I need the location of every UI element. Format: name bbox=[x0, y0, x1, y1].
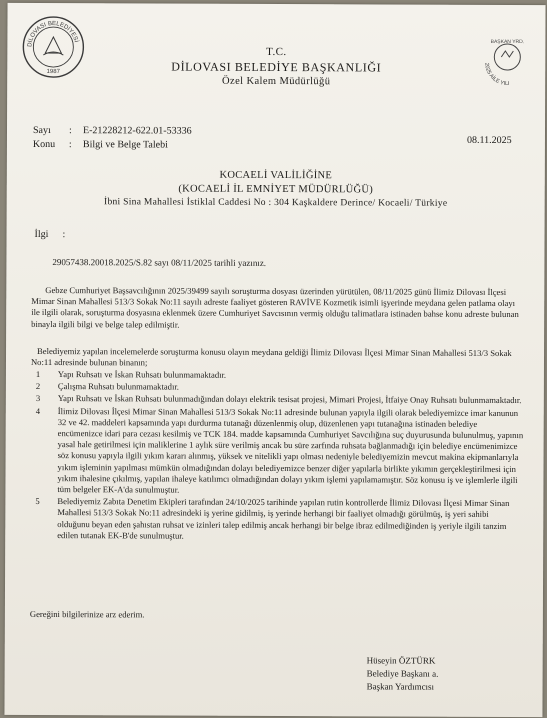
list-item: 2 Çalışma Ruhsatı bulunmamaktadır. bbox=[35, 381, 179, 392]
list-item: 3 Yapı Ruhsatı ve İskan Ruhsatı bulunmadığından dolayı elektrik tesisat projesi, Mimari Projesi, İtfaiye Onay Ruhsatı bulunmamaktadır. bbox=[35, 393, 522, 406]
signatory-title-2: Başkan Yardımcısı bbox=[366, 681, 435, 692]
konu-separator: : bbox=[68, 139, 72, 151]
sayi-value: E-21228212-622.01-53336 bbox=[82, 125, 192, 137]
list-item-text: İlimiz Dilovası İlçesi Mimar Sinan Mahallesi 513/3 Sokak No:11 adresinde bulunan yapıyla ilgili olarak belediyemizce imar kanunun 32 ve 42. maddeleri kapsamında yapı durdurma tutanağı düzenlenmiş olup, düzenlenen yapı tutanağına istinaden belediye encümenizce idari para cezası kesilmiş ve TCK 184. madde kapsamında Cumhuriyet Savcılığına suç duyurusunda bulunulmuş, yapının yasal hale getirilmesi için maliklerine 1 aylık süre verilmiş ancak bu süre zarfında ruhsata bağlanmadığı için belediye encümenimizce söz konusu yapıyla ilgili yıkım kararı alınmış, yüksek ve nitelikli yapı olması nedeniyle belediyemizin mevcut makina ekipmanlarıyla yıkım işleminin yapılması mümkün olmadığından dolayı belediyemizce benzer diğer yapılarla birlikte yıkımın gerçekleştirilmesi için yıkım ihalesine çıkılmış, yapılan ihaleye katılımcı olmadığından dolayı yıkım işlemi yapılamamıştır. Söz konusu iş ve işlemlerle ilgili tüm belgeler EK-A'da sunulmuştur. bbox=[57, 405, 524, 495]
list-item: 4 İlimiz Dilovası İlçesi Mimar Sinan Mahallesi 513/3 Sokak No:11 adresinde bulunan yapıyla ilgili olarak belediyemizce imar kanunun 32 ve 42. maddeleri kapsamında yapı durdurma tutanağı düzenlenmiş olup, düzenlenen yapı tutanağına istinaden belediye encümenizce idari para cezası kesilmiş ve TCK 184. madde kapsamında Cumhuriyet Savcılığına suç duyurusunda bulunulmuş, yapının yasal hale getirilmesi için maliklerine 1 aylık süre verilmiş ancak bu süre zarfında ruhsata bağlanmadığı için belediye encümenimizce söz konusu yapıyla ilgili yıkım kararı alınmış, yüksek ve nitelikli yapı olması nedeniyle belediyemizin mevcut makina ekipmanlarıyla yıkım işleminin yapılması mümkün olmadığından dolayı belediyemizce benzer diğer yapılarla birlikte yıkımın gerçekleştirilmesi için yıkım ihalesine çıkılmış, yapılan ihaleye katılımcı olmadığından dolayı yıkım işlemi yapılamamıştır. Söz konusu iş ve işlemlerle ilgili tüm belgeler EK-A'da sunulmuştur. bbox=[35, 405, 524, 495]
list-item-text: Yapı Ruhsatı ve İskan Ruhsatı bulunmadığından dolayı elektrik tesisat projesi, Mimari Projesi, İtfaiye Onay Ruhsatı bulunmamaktadır. bbox=[57, 393, 522, 406]
document-date: 08.11.2025 bbox=[466, 134, 512, 147]
list-item-text: Yapı Ruhsatı ve İskan Ruhsatı bulunmamaktadır. bbox=[57, 369, 227, 380]
seal-right-caption: 2025 AİLE YILI bbox=[483, 62, 510, 88]
konu-value: Bilgi ve Belge Talebi bbox=[82, 139, 168, 151]
signatory-name: Hüseyin ÖZTÜRK bbox=[366, 655, 436, 666]
seal-right-text: BAŞKAN YRD. bbox=[490, 38, 525, 46]
body-paragraph-1: Gebze Cumhuriyet Başsavcılığının 2025/39499 sayılı soruşturma dosyası üzerinden yürütülen, 08/11/2025 günü İlimiz Dilovası İlçesi Mimar Sinan Mahallesi 513/3 Sokak No:11 sayılı adreste faaliyet gösteren RAVİVE Kozmetik isimli işyerinde meydana gelen patlama olayı ile ilgili olarak, soruşturma dosyasına eklenmek üzere Cumhuriyet Savcısının vermiş olduğu talimatlara istinaden bahse konu adreste bulunan binayla ilgili bilgi ve belge talep edilmiştir. bbox=[31, 284, 519, 330]
addressee-line2: (KOCAELİ İL EMNİYET MÜDÜRLÜĞÜ) bbox=[178, 183, 374, 196]
sayi-label: Sayı bbox=[32, 124, 51, 137]
addressee-address: İbni Sina Mahallesi İstiklal Caddesi No : 304 Kaşkaldere Derince/ Kocaeli/ Türkiye bbox=[103, 197, 448, 209]
ilgi-label: İlgi bbox=[34, 228, 49, 241]
sayi-separator: : bbox=[68, 125, 72, 137]
header-department: Özel Kalem Müdürlüğü bbox=[222, 75, 331, 88]
header-institution: DİLOVASI BELEDİYE BAŞKANLIĞI bbox=[171, 59, 382, 75]
closing-line: Gereğini bilgilerinize arz ederim. bbox=[29, 608, 145, 620]
body-paragraph-2: Belediyemiz yapılan incelemelerde soruşturma konusu olayın meydana geldiği İlimiz Dilovası İlçesi Mimar Sinan Mahallesi 513/3 Sokak No:11 adresinde bulunan binanın; bbox=[30, 345, 512, 368]
seal-text: DİLOVASI BELEDİYESİ bbox=[27, 20, 79, 48]
list-item: 1 Yapı Ruhsatı ve İskan Ruhsatı bulunmamaktadır. bbox=[35, 368, 227, 380]
signature-block bbox=[367, 654, 439, 693]
ilgi-separator: : bbox=[62, 229, 66, 241]
signatory-title-1: Belediye Başkanı a. bbox=[366, 668, 439, 679]
findings-list bbox=[35, 369, 524, 544]
list-item: 5 Belediyemiz Zabıta Denetim Ekipleri tarafından 24/10/2025 tarihinde yapılan rutin kontrollerde İlimiz Dilovası İlçesi Mimar Sinan Mahallesi 513/3 Sokak No:11 adresindeki iş yerine gidilmiş, iş yerinde herhangi bir faaliyet olmadığı görülmüş, iş yeri sahibi olduğunu beyan eden şahıstan ruhsat ve izinleri talep edilmiş ancak herhangi bir belge ibraz edilmediğinden iş yeriyle ilgili tanzim edilen tutanak EK-B'de sunulmuştur. bbox=[35, 496, 510, 541]
document-page bbox=[4, 3, 545, 717]
addressee-line1: KOCAELİ VALİLİĞİNE bbox=[219, 169, 333, 182]
konu-label: Konu bbox=[32, 138, 56, 151]
list-item-text: Çalışma Ruhsatı bulunmamaktadır. bbox=[57, 381, 179, 392]
svg-text:DİLOVASI BELEDİYESİ bbox=[27, 21, 80, 48]
seal-year: 1987 bbox=[46, 69, 60, 76]
header-country: T.C. bbox=[266, 45, 287, 59]
ilgi-reference: 29057438.20018.2025/S.82 sayı 08/11/2025 tarihli yazınız. bbox=[52, 257, 267, 268]
list-item-text: Belediyemiz Zabıta Denetim Ekipleri tarafından 24/10/2025 tarihinde yapılan rutin kontrollerde İlimiz Dilovası İlçesi Mimar Sinan Mahallesi 513/3 Sokak No:11 adresindeki iş yerine gidilmiş, iş yerinde herhangi bir faaliyet olmadığı görülmüş, iş yeri sahibi olduğunu beyan eden şahıstan ruhsat ve izinleri talep edilmiş ancak herhangi bir belge ibraz edilmediğinden iş yeriyle ilgili tanzim edilen tutanak EK-B'de sunulmuştur. bbox=[57, 496, 510, 541]
